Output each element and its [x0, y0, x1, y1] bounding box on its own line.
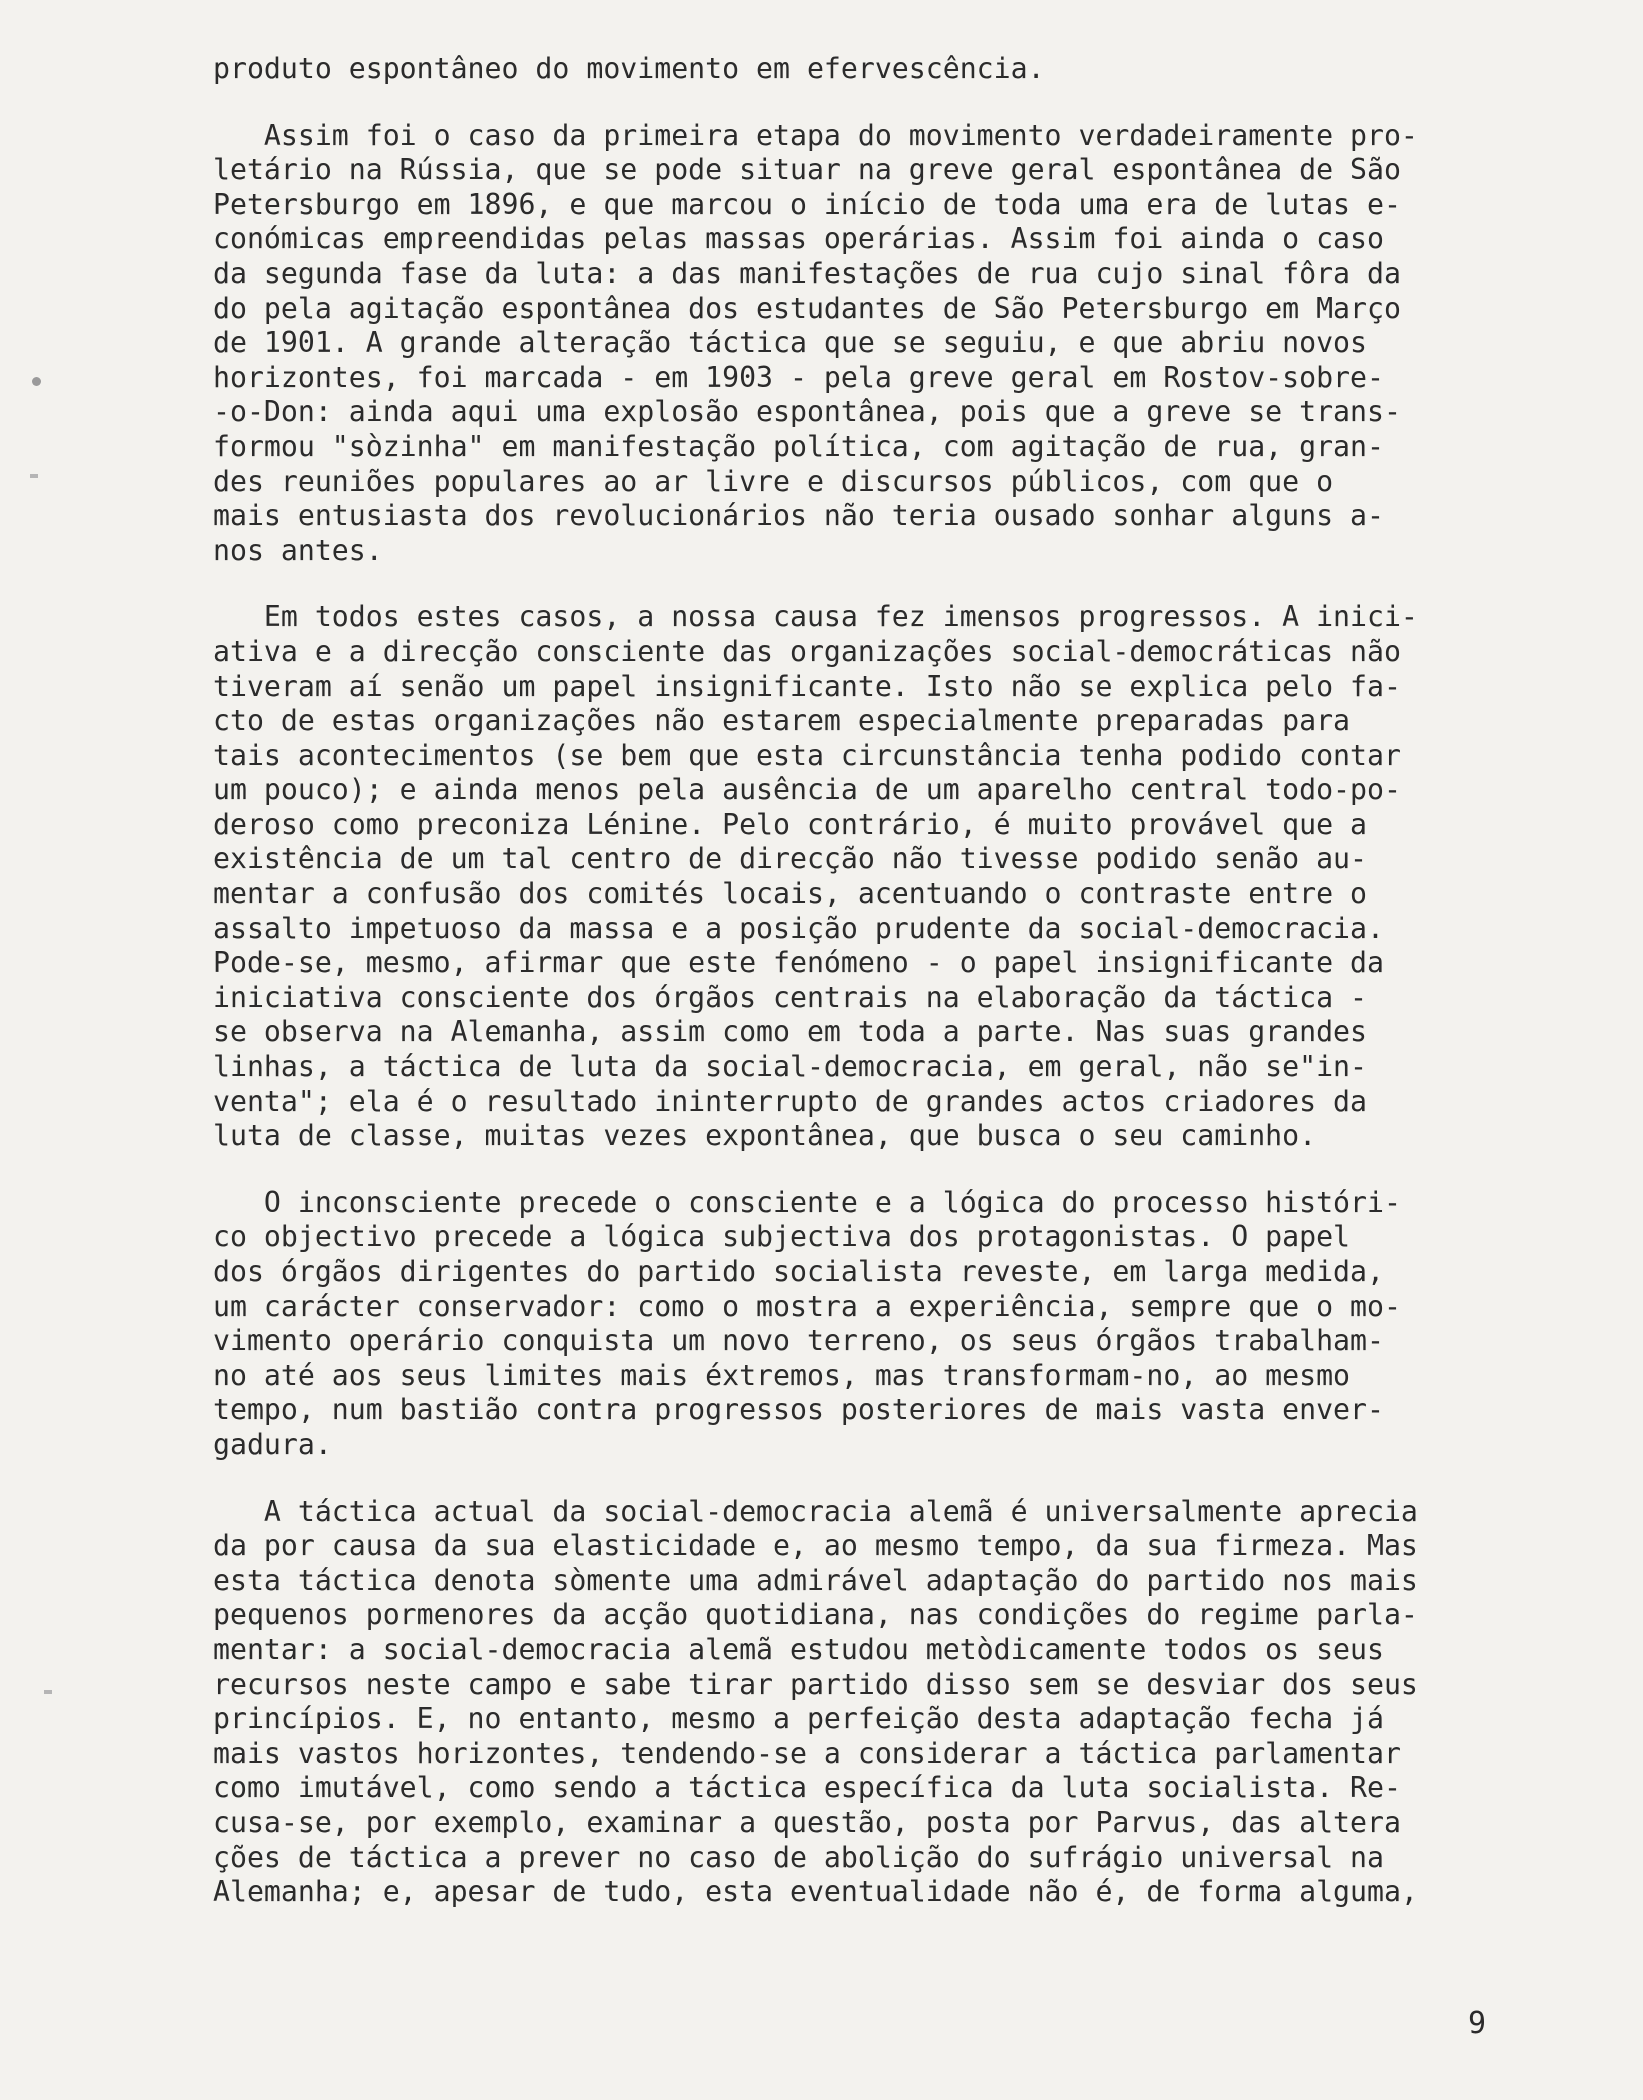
text-line: da por causa da sua elasticidade e, ao mesmo tempo, da sua firmeza. Mas	[213, 1529, 1418, 1563]
paragraph-gap	[213, 1463, 1603, 1495]
text-line: princípios. E, no entanto, mesmo a perfeição desta adaptação fecha já	[213, 1702, 1384, 1736]
text-line: ções de táctica a prever no caso de abolição do sufrágio universal na	[213, 1840, 1384, 1874]
text-line: letário na Rússia, que se pode situar na greve geral espontânea de São	[213, 153, 1401, 187]
text-line: co objectivo precede a lógica subjectiva dos protagonistas. O papel	[213, 1220, 1351, 1254]
page-number: 9	[1468, 2006, 1487, 2041]
text-line: vimento operário conquista um novo terreno, os seus órgãos trabalham-	[213, 1324, 1384, 1358]
text-line: iniciativa consciente dos órgãos centrais na elaboração da táctica -	[213, 980, 1367, 1014]
paragraph	[213, 600, 1603, 1154]
text-line: tais acontecimentos (se bem que esta circunstância tenha podido contar	[213, 738, 1401, 772]
text-line: venta"; ela é o resultado ininterrupto de grandes actos criadores da	[213, 1084, 1367, 1118]
text-line: formou "sòzinha" em manifestação política, com agitação de rua, gran-	[213, 429, 1384, 463]
text-line: A táctica actual da social-democracia alemã é universalmente aprecia	[213, 1494, 1418, 1528]
paragraph	[213, 1186, 1603, 1463]
text-line: um carácter conservador: como o mostra a experiência, sempre que o mo-	[213, 1289, 1401, 1323]
text-line: de 1901. A grande alteração táctica que se seguiu, e que abriu novos	[213, 326, 1367, 360]
margin-mark	[44, 1690, 52, 1694]
text-line: conómicas empreendidas pelas massas operárias. Assim foi ainda o caso	[213, 222, 1384, 256]
text-line: assalto impetuoso da massa e a posição prudente da social-democracia.	[213, 911, 1384, 945]
paragraph	[213, 52, 1603, 87]
text-line: O inconsciente precede o consciente e a lógica do processo históri-	[213, 1185, 1401, 1219]
text-line: da segunda fase da luta: a das manifestações de rua cujo sinal fôra da	[213, 256, 1401, 290]
text-line: como imutável, como sendo a táctica específica da luta socialista. Re-	[213, 1771, 1401, 1805]
text-line: mais entusiasta dos revolucionários não teria ousado sonhar alguns a-	[213, 499, 1384, 533]
text-line: se observa na Alemanha, assim como em toda a parte. Nas suas grandes	[213, 1015, 1367, 1049]
text-line: tiveram aí senão um papel insignificante. Isto não se explica pelo fa-	[213, 669, 1401, 703]
paragraph	[213, 1495, 1603, 1910]
text-line: ativa e a direcção consciente das organizações social-democráticas não	[213, 634, 1401, 668]
text-line: deroso como preconiza Lénine. Pelo contrário, é muito provável que a	[213, 807, 1367, 841]
text-line: mentar a confusão dos comités locais, acentuando o contraste entre o	[213, 877, 1367, 911]
paragraph	[213, 119, 1603, 569]
text-line: gadura.	[213, 1427, 332, 1461]
text-line: Alemanha; e, apesar de tudo, esta eventualidade não é, de forma alguma,	[213, 1875, 1418, 1909]
paragraph-gap	[213, 568, 1603, 600]
text-line: linhas, a táctica de luta da social-democracia, em geral, não se"in-	[213, 1050, 1367, 1084]
text-line: produto espontâneo do movimento em efervescência.	[213, 52, 1045, 85]
text-line: Petersburgo em 1896, e que marcou o início de toda uma era de lutas e-	[213, 187, 1401, 221]
text-line: tempo, num bastião contra progressos posteriores de mais vasta enver-	[213, 1393, 1384, 1427]
text-line: pequenos pormenores da acção quotidiana, nas condições do regime parla-	[213, 1598, 1418, 1632]
text-line: cusa-se, por exemplo, examinar a questão, posta por Parvus, das altera	[213, 1805, 1401, 1839]
text-line: -o-Don: ainda aqui uma explosão espontânea, pois que a greve se trans-	[213, 395, 1401, 429]
text-line: Pode-se, mesmo, afirmar que este fenómeno - o papel insignificante da	[213, 946, 1384, 980]
text-line: nos antes.	[213, 533, 383, 567]
margin-mark	[30, 474, 38, 478]
text-line: Assim foi o caso da primeira etapa do movimento verdadeiramente pro-	[213, 118, 1418, 152]
text-line: luta de classe, muitas vezes expontânea, que busca o seu caminho.	[213, 1119, 1317, 1153]
text-line: des reuniões populares ao ar livre e discursos públicos, com que o	[213, 464, 1334, 498]
text-line: mentar: a social-democracia alemã estudou metòdicamente todos os seus	[213, 1632, 1384, 1666]
text-line: existência de um tal centro de direcção não tivesse podido senão au-	[213, 842, 1367, 876]
text-line: esta táctica denota sòmente uma admirável adaptação do partido nos mais	[213, 1563, 1418, 1597]
text-line: cto de estas organizações não estarem especialmente preparadas para	[213, 704, 1351, 738]
text-line: no até aos seus limites mais éxtremos, mas transformam-no, ao mesmo	[213, 1358, 1351, 1392]
text-line: Em todos estes casos, a nossa causa fez imensos progressos. A inici-	[213, 600, 1418, 634]
text-line: do pela agitação espontânea dos estudantes de São Petersburgo em Março	[213, 291, 1401, 325]
text-line: dos órgãos dirigentes do partido socialista reveste, em larga medida,	[213, 1255, 1384, 1288]
text-line: mais vastos horizontes, tendendo-se a considerar a táctica parlamentar	[213, 1736, 1401, 1770]
text-line: um pouco); e ainda menos pela ausência de um aparelho central todo-po-	[213, 773, 1401, 807]
punch-hole-mark	[32, 377, 41, 386]
text-line: recursos neste campo e sabe tirar partido disso sem se desviar dos seus	[213, 1667, 1418, 1701]
paragraph-gap	[213, 1154, 1603, 1186]
text-line: horizontes, foi marcada - em 1903 - pela greve geral em Rostov-sobre-	[213, 360, 1384, 394]
body-text	[213, 52, 1603, 1910]
paragraph-gap	[213, 87, 1603, 119]
